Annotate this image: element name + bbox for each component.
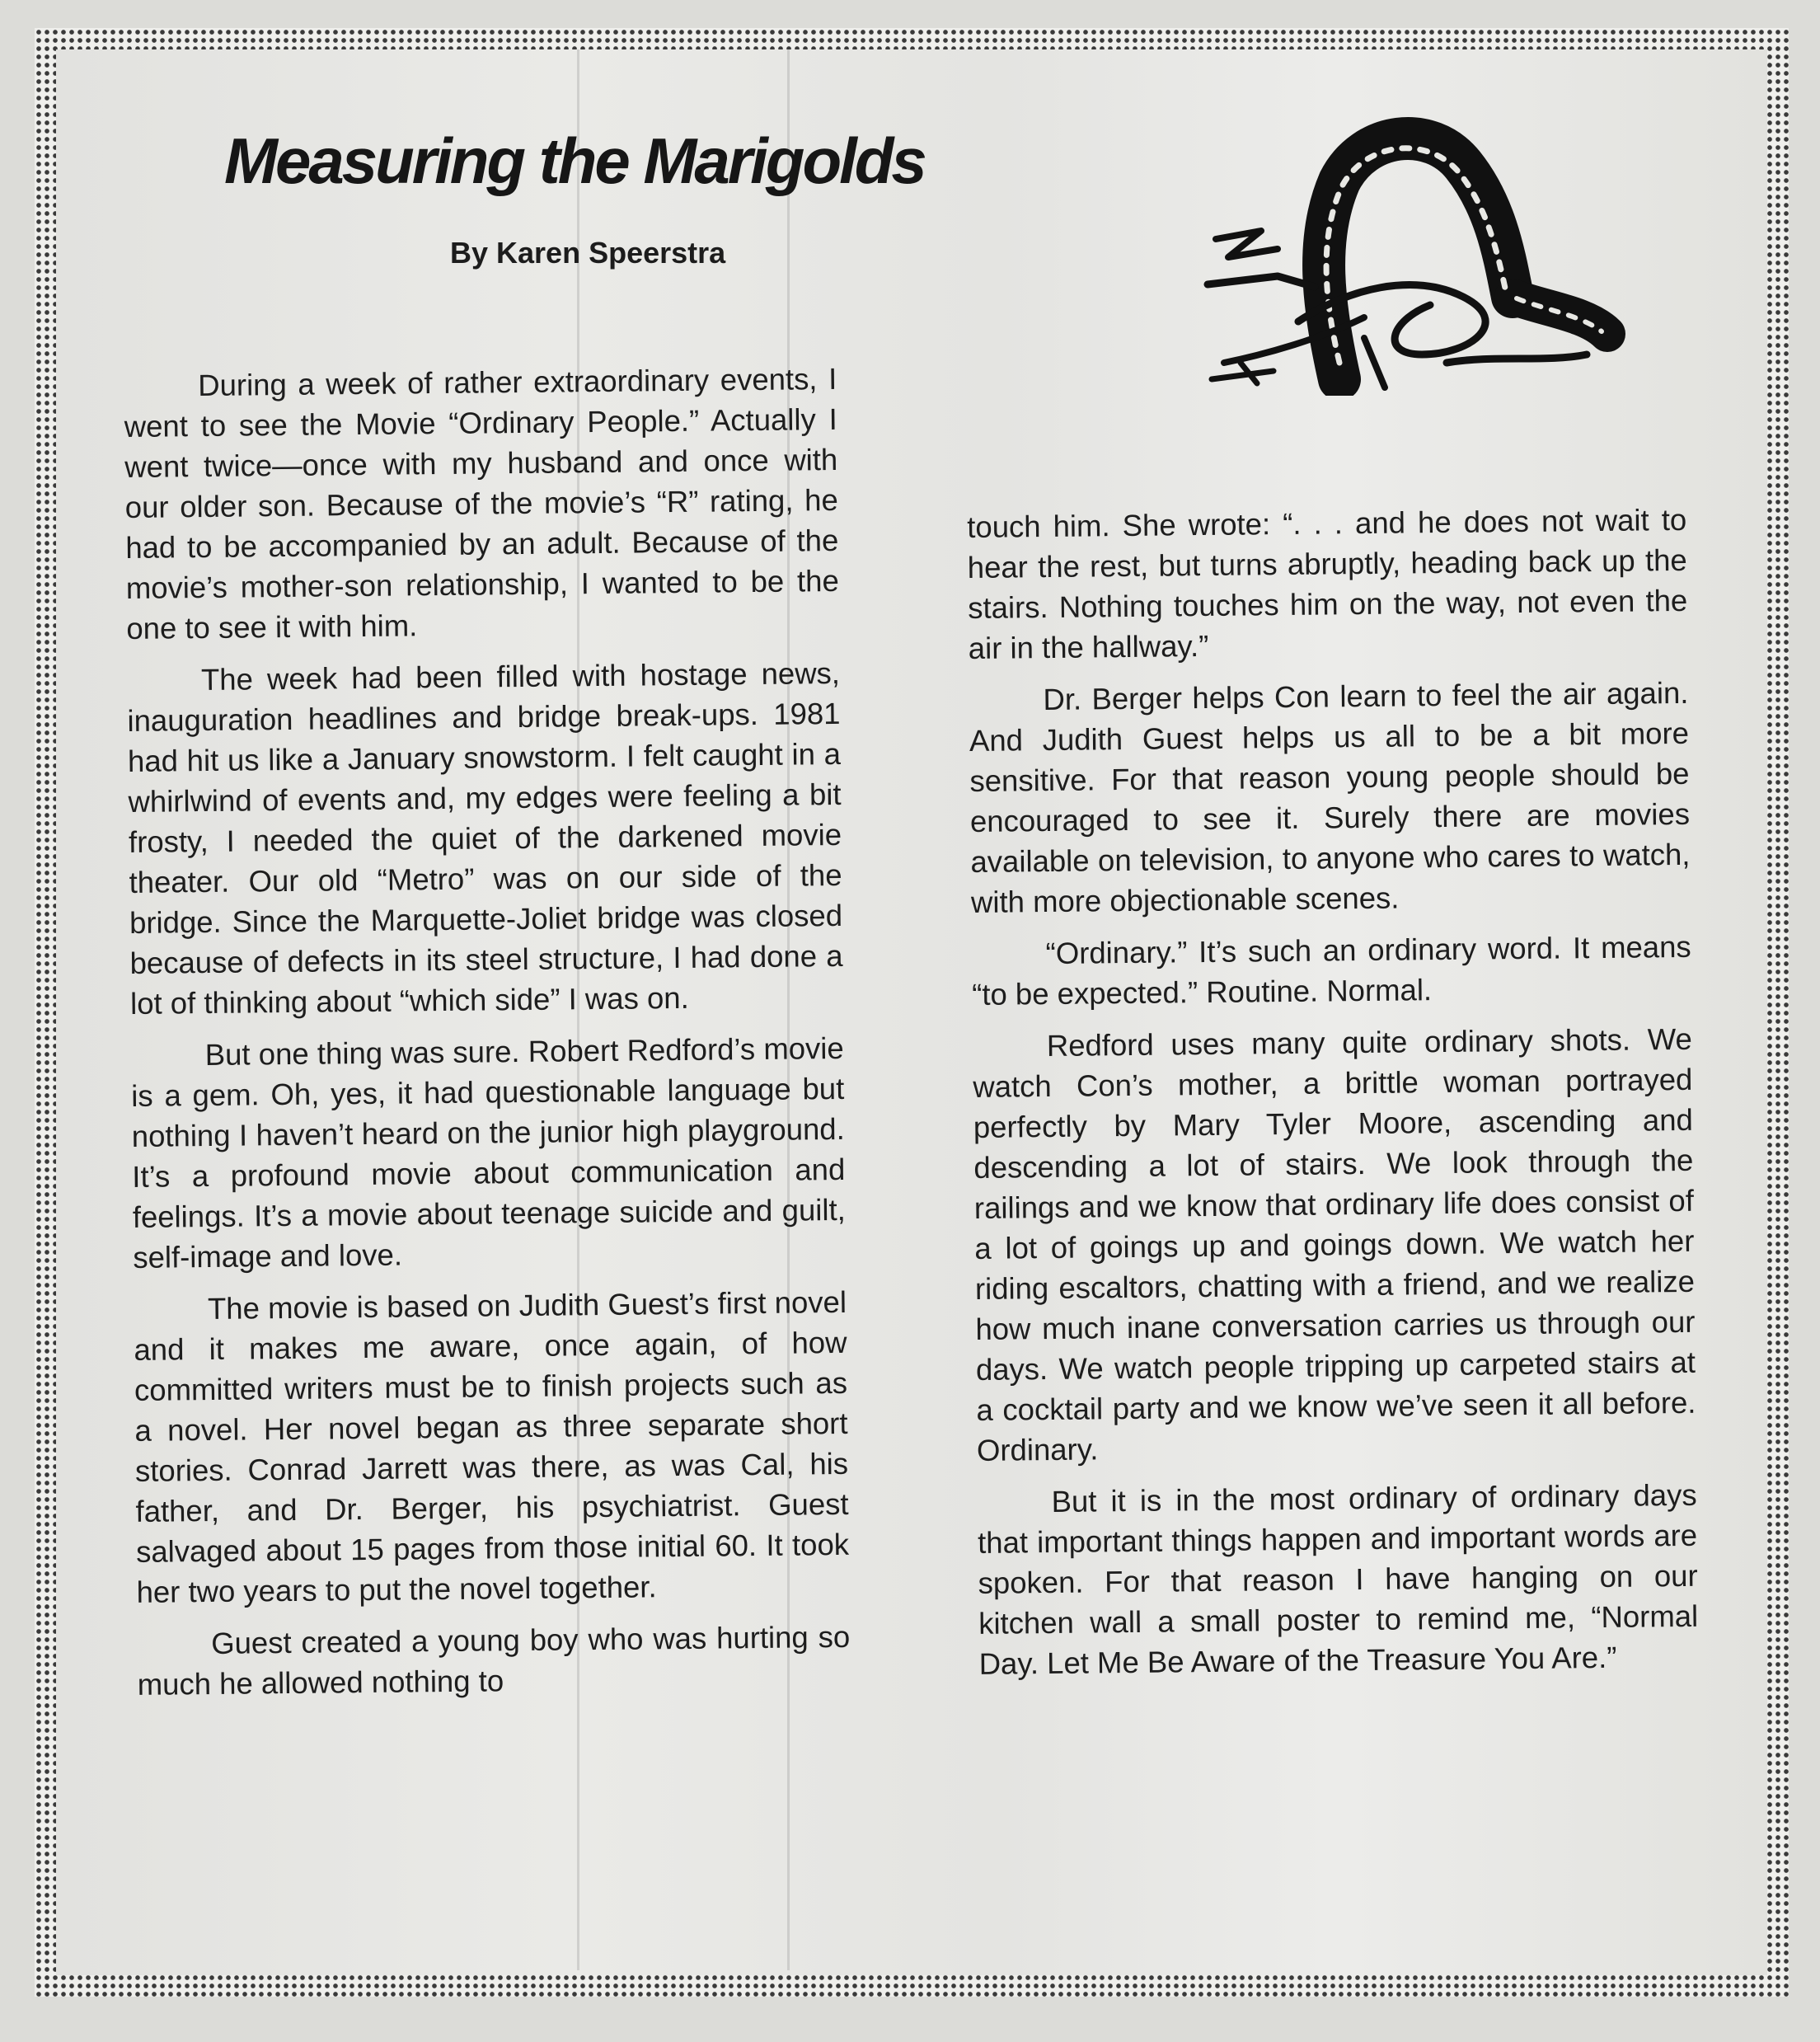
paragraph: During a week of rather extraordinary events, I went to see the Movie “Ordinary People.” Actually I went twice—once with my husband and once with our older son. Because of the movie’s “R” rating, he had to be accompanied by an adult. Because of the movie’s mother-son relationship, I wanted to be the one to see it with him. (124, 361, 839, 645)
paragraph: Dr. Berger helps Con learn to feel the air again. And Judith Guest helps us all to be a bit more sensitive. For that reason young people should be encouraged to see it. Surely there are movies available on television, to anyone who cares to watch, with more objectionable scenes. (969, 675, 1691, 919)
article-headline: Measuring the Marigolds (224, 124, 925, 197)
paragraph: But one thing was sure. Robert Redford’s movie is a gem. Oh, yes, it had questionable language but nothing I haven’t heard on the junior high playground. It’s a profound movie about communication and feelings. It’s a movie about teenage suicide and guilt, self-image and love. (131, 1030, 846, 1274)
paragraph: The week had been filled with hostage news, inauguration headlines and bridge break-ups. 1981 had hit us like a January snowstorm. I felt caught in a whirlwind of events and, my edges were feeling a bit frosty, I needed the quiet of the darkened movie theater. Our old “Metro” was on our side of the bridge. Since the Marquette-Joliet bridge was closed because of defects in its steel structure, I had done a lot of thinking about “which side” I was on. (127, 655, 843, 1021)
paragraph: touch him. She wrote: “. . . and he does not wait to hear the rest, but turns abruptly, heading back up the stairs. Nothing touches him on the way, not even the air in the hallway.” (967, 502, 1688, 665)
left-column (124, 359, 851, 1716)
marigold-sketch-icon (1199, 115, 1644, 396)
paragraph: Guest created a young boy who was hurting so much he allowed nothing to (137, 1619, 851, 1702)
paragraph: But it is in the most ordinary of ordinary days that important things happen and important words are spoken. For that reason I have hanging on our kitchen wall a small poster to remind me, “Normal Day. Let Me Be Aware of the Treasure You Are.” (977, 1477, 1699, 1681)
right-column (967, 500, 1699, 1696)
paragraph: “Ordinary.” It’s such an ordinary word. It means “to be expected.” Routine. Normal. (971, 929, 1691, 1012)
paragraph: Redford uses many quite ordinary shots. We watch Con’s mother, a brittle woman portrayed perfectly by Mary Tyler Moore, ascending and descending a lot of stairs. We look through the railings and we know that ordinary life does consist of a lot of goings up and goings down. We watch her riding escaltors, chatting with a friend, and we realize how much inane conversation carries us through our days. We watch people tripping up carpeted stairs at a cocktail party and we know we’ve seen it all before. Ordinary. (973, 1021, 1696, 1467)
article-byline: By Karen Speerstra (450, 236, 726, 270)
paragraph: The movie is based on Judith Guest’s first novel and it makes me aware, once again, of how committed writers must be to finish projects such as a novel. Her novel began as three separate short stories. Conrad Jarrett was there, as was Cal, his father, and Dr. Berger, his psychiatrist. Guest salvaged about 15 pages from those initial 60. It took her two years to put the novel together. (134, 1284, 850, 1609)
